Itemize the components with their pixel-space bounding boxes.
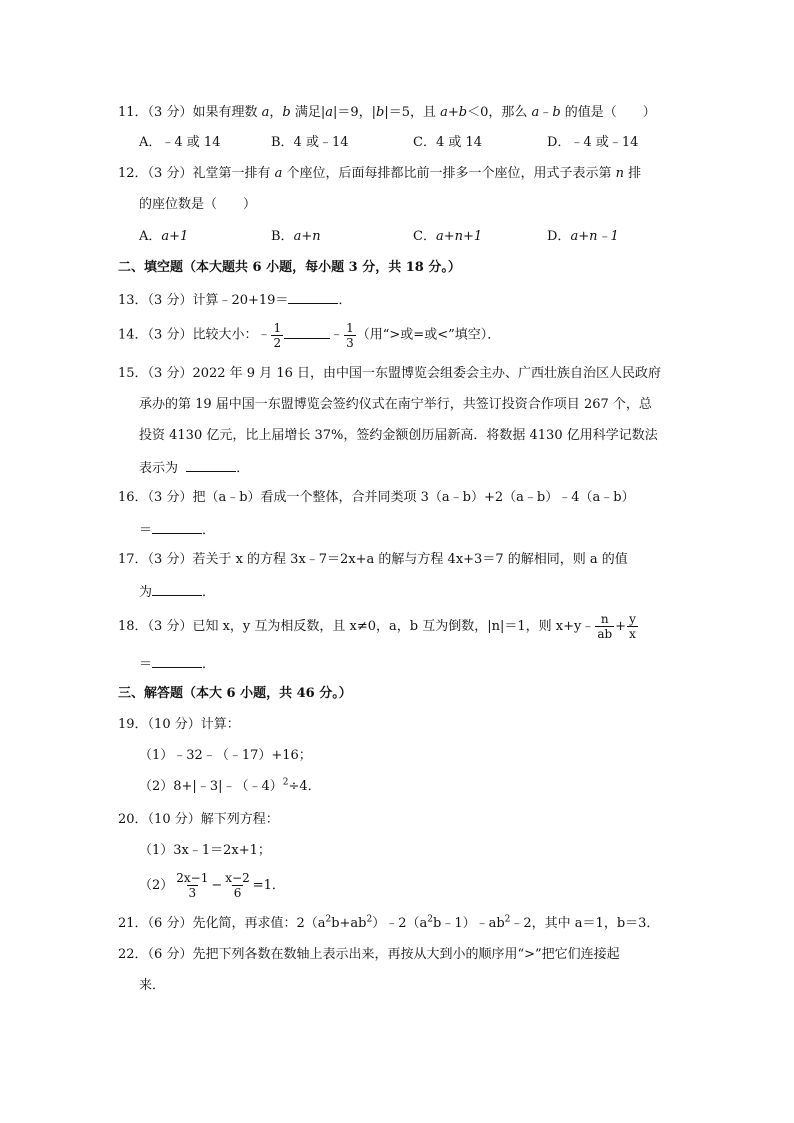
q11-text: ， bbox=[269, 105, 283, 120]
question-15-line3: 投资 4130 亿元，比上届增长 37%，签约金额创历届新高．将数据 4130 亿用科学记数法 bbox=[139, 428, 658, 443]
q20-text: （2） bbox=[139, 878, 174, 893]
question-22-line1: 22．（6 分）先把下列各数在数轴上表示出来，再按从大到小的顺序用“>”把它们连接起 bbox=[118, 947, 620, 962]
q19-part-2 bbox=[139, 777, 321, 797]
answer-blank[interactable] bbox=[152, 581, 202, 596]
q11-text: 满足| bbox=[290, 105, 326, 120]
q11-option-b[interactable]: B．4 或﹣14 bbox=[271, 135, 349, 150]
q15-end: ． bbox=[236, 461, 250, 476]
question-21 bbox=[118, 914, 659, 934]
option-letter: D． bbox=[547, 229, 571, 244]
numerator: n bbox=[600, 612, 609, 626]
option-letter: A． bbox=[139, 229, 162, 244]
option-letter: B． bbox=[271, 229, 294, 244]
section-2-title: 二、填空题（本大题共 6 小题，每小题 3 分，共 18 分。） bbox=[118, 260, 461, 275]
q15-text: 表示为 bbox=[139, 461, 179, 476]
denominator: 6 bbox=[233, 886, 242, 900]
q12-text: 排 bbox=[623, 166, 642, 181]
q12-option-d[interactable] bbox=[547, 227, 619, 247]
answer-blank[interactable] bbox=[152, 653, 202, 668]
exponent: 2 bbox=[366, 914, 373, 925]
exponent: 2 bbox=[282, 777, 289, 788]
q21-text: b+ab bbox=[331, 916, 367, 931]
numerator: x−2 bbox=[225, 871, 250, 885]
q11-text: |＝5，且 bbox=[384, 105, 441, 120]
denominator: ab bbox=[597, 627, 613, 641]
q11-var-a: a bbox=[325, 105, 333, 120]
q12-var-n: n bbox=[615, 166, 624, 181]
q20-part-1: （1）3x﹣1＝2x+1； bbox=[139, 843, 271, 858]
minus-sign: ﹣ bbox=[257, 327, 271, 342]
q16-end: ． bbox=[202, 523, 216, 538]
q11-text: ﹣ bbox=[539, 105, 553, 120]
numerator: 2x−1 bbox=[176, 871, 209, 885]
q12-option-c[interactable] bbox=[413, 227, 482, 247]
q11-var-b: b bbox=[552, 105, 561, 120]
q18-text: 18．（3 分）已知 x，y 互为相反数，且 x≠0，a，b 互为倒数，|n|＝1，则 x+y﹣ bbox=[118, 619, 595, 634]
exponent: 2 bbox=[504, 914, 511, 925]
answer-blank[interactable] bbox=[284, 324, 330, 339]
q12-text: 12．（3 分）礼堂第一排有 bbox=[118, 166, 275, 181]
q11-var-b: b bbox=[458, 105, 468, 120]
question-18-line1 bbox=[118, 612, 639, 642]
question-15-line4 bbox=[139, 457, 249, 479]
q18-fraction-2 bbox=[627, 612, 638, 641]
option-value: a+n+1 bbox=[435, 229, 483, 244]
section-3-title: 三、解答题（本大 6 小题，共 46 分。） bbox=[118, 686, 352, 701]
q11-text: ＜0，那么 bbox=[467, 105, 532, 120]
option-value: a+n﹣1 bbox=[570, 229, 619, 244]
exponent: 2 bbox=[325, 914, 332, 925]
q21-text: ）﹣2（a bbox=[372, 916, 428, 931]
option-letter: C． bbox=[413, 229, 436, 244]
answer-blank[interactable] bbox=[186, 457, 236, 472]
answer-blank[interactable] bbox=[152, 519, 202, 534]
option-value: a+1 bbox=[161, 229, 189, 244]
answer-blank[interactable] bbox=[288, 289, 338, 304]
question-18-line2 bbox=[139, 653, 215, 675]
question-12-line2: 的座位数是（ ） bbox=[139, 197, 257, 212]
q11-text: + bbox=[447, 105, 459, 120]
question-13 bbox=[118, 289, 351, 311]
q14-fraction-2 bbox=[330, 320, 357, 350]
q11-var-a: a bbox=[531, 105, 540, 120]
q12-option-b[interactable] bbox=[271, 227, 321, 247]
question-22-line2: 来． bbox=[139, 978, 166, 993]
q20-fraction-1 bbox=[174, 871, 210, 900]
question-12 bbox=[118, 164, 641, 184]
question-15-line1: 15．（3 分）2022 年 9 月 16 日，由中国一东盟博览会组委会主办、广西壮族自治区人民政府 bbox=[118, 366, 662, 381]
q17-end: ． bbox=[202, 585, 216, 600]
q12-var-a: a bbox=[274, 166, 283, 181]
q13-end: ． bbox=[338, 293, 352, 308]
q11-var-b: b bbox=[282, 105, 291, 120]
q11-var-b: b bbox=[376, 105, 385, 120]
option-value: a+n bbox=[293, 229, 321, 244]
q12-text: 个座位，后面每排都比前一排多一个座位，用式子表示第 bbox=[282, 166, 616, 181]
q18-end: ． bbox=[202, 657, 216, 672]
q19-text: ÷4． bbox=[288, 779, 321, 794]
q21-text: 21．（6 分）先化简，再求值：2（a bbox=[118, 916, 326, 931]
q20-part-2 bbox=[139, 870, 285, 902]
q21-text: ﹣2，其中 a＝1，b＝3． bbox=[510, 916, 660, 931]
q13-text: 13．（3 分）计算﹣20+19＝ bbox=[118, 293, 289, 308]
denominator: 3 bbox=[346, 335, 354, 350]
q18-text: ＝ bbox=[139, 657, 153, 672]
numerator: 1 bbox=[346, 320, 354, 335]
question-16-line2 bbox=[139, 519, 215, 541]
q11-option-c[interactable]: C．4 或 14 bbox=[413, 135, 483, 150]
denominator: 2 bbox=[273, 335, 282, 350]
exponent: 2 bbox=[427, 914, 433, 925]
q11-text: |＝9，| bbox=[332, 105, 376, 120]
q11-option-a[interactable]: A．﹣4 或 14 bbox=[139, 135, 221, 150]
q18-fraction-1 bbox=[595, 612, 614, 641]
question-11 bbox=[118, 103, 656, 123]
numerator: y bbox=[629, 612, 636, 626]
q12-option-a[interactable] bbox=[139, 227, 188, 247]
q17-text: 为 bbox=[139, 585, 153, 600]
q21-text: b﹣1）﹣ab bbox=[433, 916, 505, 931]
question-17-line2 bbox=[139, 581, 215, 603]
q11-text: 11．（3 分）如果有理数 bbox=[118, 105, 262, 120]
q14-end: （用“>或=或<”填空）． bbox=[356, 327, 501, 343]
q14-text: 14．（3 分）比较大小： bbox=[118, 327, 258, 343]
numerator: 1 bbox=[273, 320, 282, 335]
question-19: 19．（10 分）计算： bbox=[118, 717, 240, 732]
q20-text: =1． bbox=[252, 878, 285, 893]
question-20: 20．（10 分）解下列方程： bbox=[118, 812, 279, 827]
plus-sign: + bbox=[615, 619, 627, 634]
q19-text: （2）8+|﹣3|﹣（﹣4） bbox=[139, 779, 283, 794]
denominator: 3 bbox=[188, 886, 197, 900]
q11-var-a: a bbox=[440, 105, 448, 120]
denominator: x bbox=[629, 627, 636, 641]
q16-text: ＝ bbox=[139, 523, 153, 538]
q14-fraction-1 bbox=[257, 320, 284, 350]
q11-text: 的值是（ ） bbox=[560, 105, 656, 120]
question-15-line2: 承办的第 19 届中国一东盟博览会签约仪式在南宁举行，共签订投资合作项目 267 个，总 bbox=[139, 397, 652, 412]
question-14 bbox=[118, 320, 500, 351]
q11-var-a: a bbox=[261, 105, 270, 120]
q11-option-d[interactable]: D．﹣4 或﹣14 bbox=[547, 135, 639, 150]
minus-sign: − bbox=[211, 878, 223, 893]
q20-fraction-2 bbox=[223, 871, 251, 900]
question-17-line1: 17．（3 分）若关于 x 的方程 3x﹣7＝2x+a 的解与方程 4x+3＝7 的解相同，则 a 的值 bbox=[118, 552, 628, 567]
question-16-line1: 16．（3 分）把（a﹣b）看成一个整体，合并同类项 3（a﹣b）+2（a﹣b）﹣4（a﹣b） bbox=[118, 490, 635, 505]
minus-sign: ﹣ bbox=[330, 327, 344, 342]
q19-part-1: （1）﹣32﹣（﹣17）+16； bbox=[139, 748, 312, 763]
